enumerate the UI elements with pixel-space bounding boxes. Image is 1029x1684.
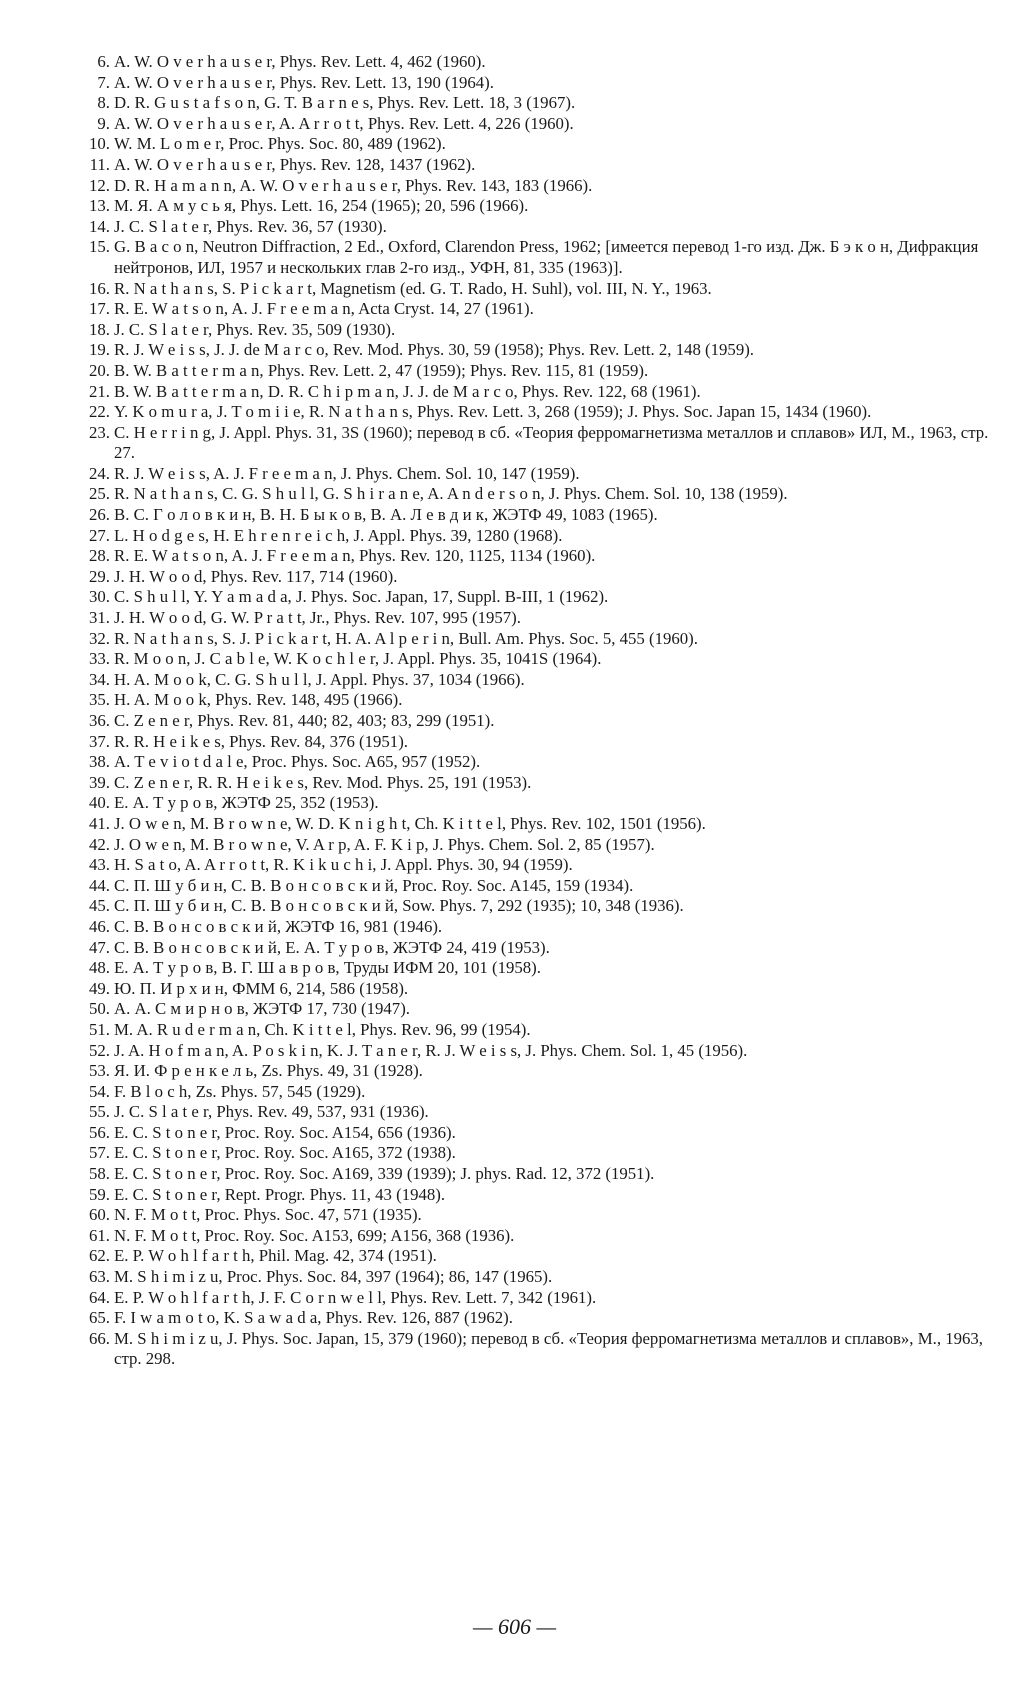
reference-number: 10. (89, 134, 110, 154)
reference-item (88, 752, 996, 773)
reference-number: 42. (89, 834, 110, 854)
reference-number: 31. (89, 608, 110, 628)
reference-text: W. M. L o m e r, Proc. Phys. Soc. 80, 489 (1962). (114, 134, 446, 154)
reference-text: M. A. R u d e r m a n, Ch. K i t t e l, Phys. Rev. 96, 99 (1954). (114, 1019, 531, 1039)
reference-item (88, 155, 996, 176)
reference-text: R. J. W e i s s, A. J. F r e e m a n, J. Phys. Chem. Sol. 10, 147 (1959). (114, 463, 580, 483)
reference-number: 50. (89, 999, 110, 1019)
reference-item (88, 279, 996, 300)
reference-number: 32. (89, 628, 110, 648)
reference-number: 43. (89, 855, 110, 875)
reference-item (88, 1102, 996, 1123)
reference-item (88, 649, 996, 670)
reference-item (88, 464, 996, 485)
reference-number: 61. (89, 1225, 110, 1245)
reference-text: A. T e v i o t d a l e, Proc. Phys. Soc. A65, 957 (1952). (114, 752, 481, 772)
reference-item (88, 237, 996, 278)
reference-number: 7. (97, 72, 110, 92)
reference-number: 27. (89, 525, 110, 545)
reference-text: J. O w e n, M. B r o w n e, V. A r p, A. F. K i p, J. Phys. Chem. Sol. 2, 85 (1957). (114, 834, 655, 854)
reference-number: 6. (97, 52, 110, 71)
reference-number: 25. (89, 484, 110, 504)
reference-item (88, 1041, 996, 1062)
reference-number: 63. (89, 1267, 110, 1287)
reference-text: R. N a t h a n s, C. G. S h u l l, G. S h i r a n e, A. A n d e r s o n, J. Phys. Chem. Sol. 10, 138 (1959). (114, 484, 788, 504)
reference-text: С. В. В о н с о в с к и й, ЖЭТФ 16, 981 (1946). (114, 916, 443, 936)
reference-text: M. Я. А м у с ь я, Phys. Lett. 16, 254 (1965); 20, 596 (1966). (114, 196, 529, 216)
reference-item (88, 814, 996, 835)
reference-number: 28. (89, 546, 110, 566)
reference-number: 47. (89, 937, 110, 957)
reference-item (88, 608, 996, 629)
reference-text: C. H e r r i n g, J. Appl. Phys. 31, 3S (1960); перевод в сб. «Теория ферромагнетизма металлов и сплавов» ИЛ, М., 1963, стр. 27. (114, 422, 989, 463)
reference-item (88, 1308, 996, 1329)
reference-item (88, 299, 996, 320)
reference-number: 26. (89, 505, 110, 525)
reference-number: 62. (89, 1246, 110, 1266)
reference-text: С. В. В о н с о в с к и й, Е. А. Т у р о в, ЖЭТФ 24, 419 (1953). (114, 937, 550, 957)
reference-number: 33. (89, 649, 110, 669)
reference-item (88, 732, 996, 753)
reference-text: R. N a t h a n s, S. J. P i c k a r t, H. A. A l p e r i n, Bull. Am. Phys. Soc. 5, 455 (1960). (114, 628, 698, 648)
reference-item (88, 1164, 996, 1185)
reference-number: 49. (89, 978, 110, 998)
reference-item (88, 217, 996, 238)
reference-item (88, 876, 996, 897)
reference-item (88, 134, 996, 155)
reference-number: 58. (89, 1164, 110, 1184)
reference-item (88, 567, 996, 588)
reference-item (88, 484, 996, 505)
reference-text: C. Z e n e r, R. R. H e i k e s, Rev. Mod. Phys. 25, 191 (1953). (114, 772, 532, 792)
reference-text: R. R. H e i k e s, Phys. Rev. 84, 376 (1951). (114, 731, 408, 751)
reference-number: 39. (89, 772, 110, 792)
reference-text: B. W. B a t t e r m a n, Phys. Rev. Lett. 2, 47 (1959); Phys. Rev. 115, 81 (1959). (114, 360, 649, 380)
reference-text: Е. А. Т у р о в, ЖЭТФ 25, 352 (1953). (114, 793, 379, 813)
reference-item (88, 670, 996, 691)
reference-text: N. F. M o t t, Proc. Phys. Soc. 47, 571 (1935). (114, 1205, 422, 1225)
reference-item (88, 711, 996, 732)
reference-number: 41. (89, 813, 110, 833)
reference-item (88, 1205, 996, 1226)
reference-number: 38. (89, 752, 110, 772)
reference-item (88, 1143, 996, 1164)
reference-number: 37. (89, 731, 110, 751)
reference-list (88, 52, 996, 1370)
reference-item (88, 1226, 996, 1247)
reference-item (88, 999, 996, 1020)
reference-item (88, 855, 996, 876)
reference-text: E. C. S t o n e r, Proc. Roy. Soc. A165, 372 (1938). (114, 1143, 456, 1163)
reference-number: 40. (89, 793, 110, 813)
reference-item (88, 340, 996, 361)
reference-text: E. P. W o h l f a r t h, J. F. C o r n w e l l, Phys. Rev. Lett. 7, 342 (1961). (114, 1287, 597, 1307)
reference-number: 21. (89, 381, 110, 401)
reference-text: J. H. W o o d, G. W. P r a t t, Jr., Phys. Rev. 107, 995 (1957). (114, 608, 521, 628)
page-number: — 606 — (472, 1614, 557, 1639)
reference-number: 18. (89, 319, 110, 339)
reference-number: 19. (89, 340, 110, 360)
reference-item (88, 1267, 996, 1288)
reference-text: R. E. W a t s o n, A. J. F r e e m a n, Phys. Rev. 120, 1125, 1134 (1960). (114, 546, 596, 566)
reference-item (88, 382, 996, 403)
reference-number: 9. (97, 113, 110, 133)
reference-text: B. W. B a t t e r m a n, D. R. C h i p m a n, J. J. de M a r c o, Phys. Rev. 122, 68 (1961). (114, 381, 701, 401)
reference-text: H. A. M o o k, Phys. Rev. 148, 495 (1966). (114, 690, 403, 710)
reference-text: M. S h i m i z u, Proc. Phys. Soc. 84, 397 (1964); 86, 147 (1965). (114, 1267, 553, 1287)
reference-item (88, 1020, 996, 1041)
reference-item (88, 1185, 996, 1206)
reference-number: 54. (89, 1081, 110, 1101)
reference-text: H. A. M o o k, C. G. S h u l l, J. Appl. Phys. 37, 1034 (1966). (114, 669, 525, 689)
reference-text: L. H o d g e s, H. E h r e n r e i c h, J. Appl. Phys. 39, 1280 (1968). (114, 525, 563, 545)
reference-number: 16. (89, 278, 110, 298)
reference-text: H. S a t o, A. A r r o t t, R. K i k u c h i, J. Appl. Phys. 30, 94 (1959). (114, 855, 573, 875)
reference-item (88, 629, 996, 650)
reference-text: F. I w a m o t o, K. S a w a d a, Phys. Rev. 126, 887 (1962). (114, 1308, 513, 1328)
reference-number: 14. (89, 216, 110, 236)
reference-item (88, 114, 996, 135)
reference-item (88, 958, 996, 979)
reference-number: 60. (89, 1205, 110, 1225)
reference-text: J. O w e n, M. B r o w n e, W. D. K n i g h t, Ch. K i t t e l, Phys. Rev. 102, 1501 (1956). (114, 813, 706, 833)
reference-item (88, 1288, 996, 1309)
reference-text: N. F. M o t t, Proc. Roy. Soc. A153, 699; A156, 368 (1936). (114, 1225, 515, 1245)
reference-number: 17. (89, 299, 110, 319)
reference-number: 22. (89, 402, 110, 422)
reference-item (88, 423, 996, 464)
reference-number: 56. (89, 1122, 110, 1142)
reference-item (88, 690, 996, 711)
reference-number: 13. (89, 196, 110, 216)
reference-text: Е. А. Т у р о в, В. Г. Ш а в р о в, Труды ИФМ 20, 101 (1958). (114, 958, 541, 978)
reference-number: 45. (89, 896, 110, 916)
reference-item (88, 505, 996, 526)
reference-text: Ю. П. И р х и н, ФММ 6, 214, 586 (1958). (114, 978, 409, 998)
reference-item (88, 93, 996, 114)
reference-item (88, 773, 996, 794)
reference-text: Я. И. Ф р е н к е л ь, Zs. Phys. 49, 31 (1928). (114, 1061, 423, 1081)
reference-item (88, 52, 996, 73)
reference-text: С. П. Ш у б и н, С. В. В о н с о в с к и й, Sow. Phys. 7, 292 (1935); 10, 348 (1936). (114, 896, 684, 916)
reference-text: R. E. W a t s o n, A. J. F r e e m a n, Acta Cryst. 14, 27 (1961). (114, 299, 534, 319)
reference-text: C. Z e n e r, Phys. Rev. 81, 440; 82, 403; 83, 299 (1951). (114, 711, 495, 730)
reference-item (88, 1329, 996, 1370)
reference-text: A. W. O v e r h a u s e r, Phys. Rev. Lett. 4, 462 (1960). (114, 52, 486, 71)
reference-number: 48. (89, 958, 110, 978)
reference-text: E. C. S t o n e r, Proc. Roy. Soc. A154, 656 (1936). (114, 1122, 456, 1142)
reference-number: 12. (89, 175, 110, 195)
reference-item (88, 1123, 996, 1144)
reference-number: 20. (89, 360, 110, 380)
reference-text: J. A. H o f m a n, A. P o s k i n, K. J. T a n e r, R. J. W e i s s, J. Phys. Chem. Sol. 1, 45 (1956). (114, 1040, 748, 1060)
reference-text: D. R. G u s t a f s o n, G. T. B a r n e s, Phys. Rev. Lett. 18, 3 (1967). (114, 93, 576, 113)
reference-text: J. C. S l a t e r, Phys. Rev. 35, 509 (1930). (114, 319, 396, 339)
reference-number: 11. (89, 154, 110, 174)
reference-number: 36. (89, 711, 110, 730)
reference-text: D. R. H a m a n n, A. W. O v e r h a u s e r, Phys. Rev. 143, 183 (1966). (114, 175, 593, 195)
reference-item (88, 1246, 996, 1267)
reference-item (88, 938, 996, 959)
reference-text: J. H. W o o d, Phys. Rev. 117, 714 (1960). (114, 566, 398, 586)
reference-number: 29. (89, 566, 110, 586)
reference-item (88, 835, 996, 856)
reference-text: R. J. W e i s s, J. J. de M a r c o, Rev. Mod. Phys. 30, 59 (1958); Phys. Rev. Lett. 2, 148 (1959). (114, 340, 754, 360)
reference-number: 30. (89, 587, 110, 607)
reference-item (88, 587, 996, 608)
reference-number: 44. (89, 875, 110, 895)
reference-text: Y. K o m u r a, J. T o m i i e, R. N a t h a n s, Phys. Rev. Lett. 3, 268 (1959); J. Phys. Soc. Japan 15, 1434 (1960). (114, 402, 872, 422)
reference-number: 15. (89, 237, 110, 257)
reference-number: 52. (89, 1040, 110, 1060)
reference-item (88, 979, 996, 1000)
reference-number: 64. (89, 1287, 110, 1307)
reference-text: F. B l o c h, Zs. Phys. 57, 545 (1929). (114, 1081, 366, 1101)
reference-number: 46. (89, 916, 110, 936)
reference-number: 8. (97, 93, 110, 113)
reference-number: 66. (89, 1328, 110, 1348)
reference-item (88, 1061, 996, 1082)
reference-text: J. C. S l a t e r, Phys. Rev. 36, 57 (1930). (114, 216, 387, 236)
reference-number: 51. (89, 1019, 110, 1039)
reference-text: A. W. O v e r h a u s e r, A. A r r o t t, Phys. Rev. Lett. 4, 226 (1960). (114, 113, 574, 133)
reference-item (88, 917, 996, 938)
reference-text: E. P. W o h l f a r t h, Phil. Mag. 42, 374 (1951). (114, 1246, 437, 1266)
reference-item (88, 402, 996, 423)
reference-text: E. C. S t o n e r, Proc. Roy. Soc. A169, 339 (1939); J. phys. Rad. 12, 372 (1951). (114, 1164, 655, 1184)
reference-number: 57. (89, 1143, 110, 1163)
reference-text: R. N a t h a n s, S. P i c k a r t, Magnetism (ed. G. T. Rado, H. Suhl), vol. III, N. Y., 1963. (114, 278, 712, 298)
reference-text: E. C. S t o n e r, Rept. Progr. Phys. 11, 43 (1948). (114, 1184, 446, 1204)
reference-number: 24. (89, 463, 110, 483)
reference-text: A. W. O v e r h a u s e r, Phys. Rev. 128, 1437 (1962). (114, 154, 476, 174)
reference-number: 53. (89, 1061, 110, 1081)
reference-number: 59. (89, 1184, 110, 1204)
reference-item (88, 546, 996, 567)
reference-item (88, 896, 996, 917)
reference-item (88, 196, 996, 217)
reference-item (88, 793, 996, 814)
reference-item (88, 320, 996, 341)
reference-item (88, 73, 996, 94)
reference-text: В. С. Г о л о в к и н, В. Н. Б ы к о в, В. А. Л е в д и к, ЖЭТФ 49, 1083 (1965). (114, 505, 658, 525)
reference-number: 35. (89, 690, 110, 710)
reference-number: 65. (89, 1308, 110, 1328)
reference-text: M. S h i m i z u, J. Phys. Soc. Japan, 15, 379 (1960); перевод в сб. «Теория ферромагнетизма металлов и сплавов», М., 1963, стр. 298. (114, 1328, 983, 1369)
reference-text: G. B a c o n, Neutron Diffraction, 2 Ed., Oxford, Clarendon Press, 1962; [имеется перевод 1-го изд. Дж. Б э к о н, Дифракция нейтронов, ИЛ, 1957 и нескольких глав 2-го изд., УФН, 81, 335 (1963)]. (114, 237, 979, 277)
reference-item (88, 1082, 996, 1103)
reference-item (88, 526, 996, 547)
reference-number: 23. (89, 422, 110, 442)
reference-item (88, 176, 996, 197)
reference-text: A. W. O v e r h a u s e r, Phys. Rev. Lett. 13, 190 (1964). (114, 72, 494, 92)
reference-text: C. S h u l l, Y. Y a m a d a, J. Phys. Soc. Japan, 17, Suppl. B-III, 1 (1962). (114, 587, 609, 607)
reference-number: 34. (89, 669, 110, 689)
reference-text: С. П. Ш у б и н, С. В. В о н с о в с к и й, Proc. Roy. Soc. A145, 159 (1934). (114, 875, 634, 895)
reference-item (88, 361, 996, 382)
reference-text: А. А. С м и р н о в, ЖЭТФ 17, 730 (1947). (114, 999, 410, 1019)
reference-text: J. C. S l a t e r, Phys. Rev. 49, 537, 931 (1936). (114, 1102, 429, 1122)
reference-text: R. M o o n, J. C a b l e, W. K o c h l e r, J. Appl. Phys. 35, 1041S (1964). (114, 649, 602, 669)
reference-number: 55. (89, 1102, 110, 1122)
